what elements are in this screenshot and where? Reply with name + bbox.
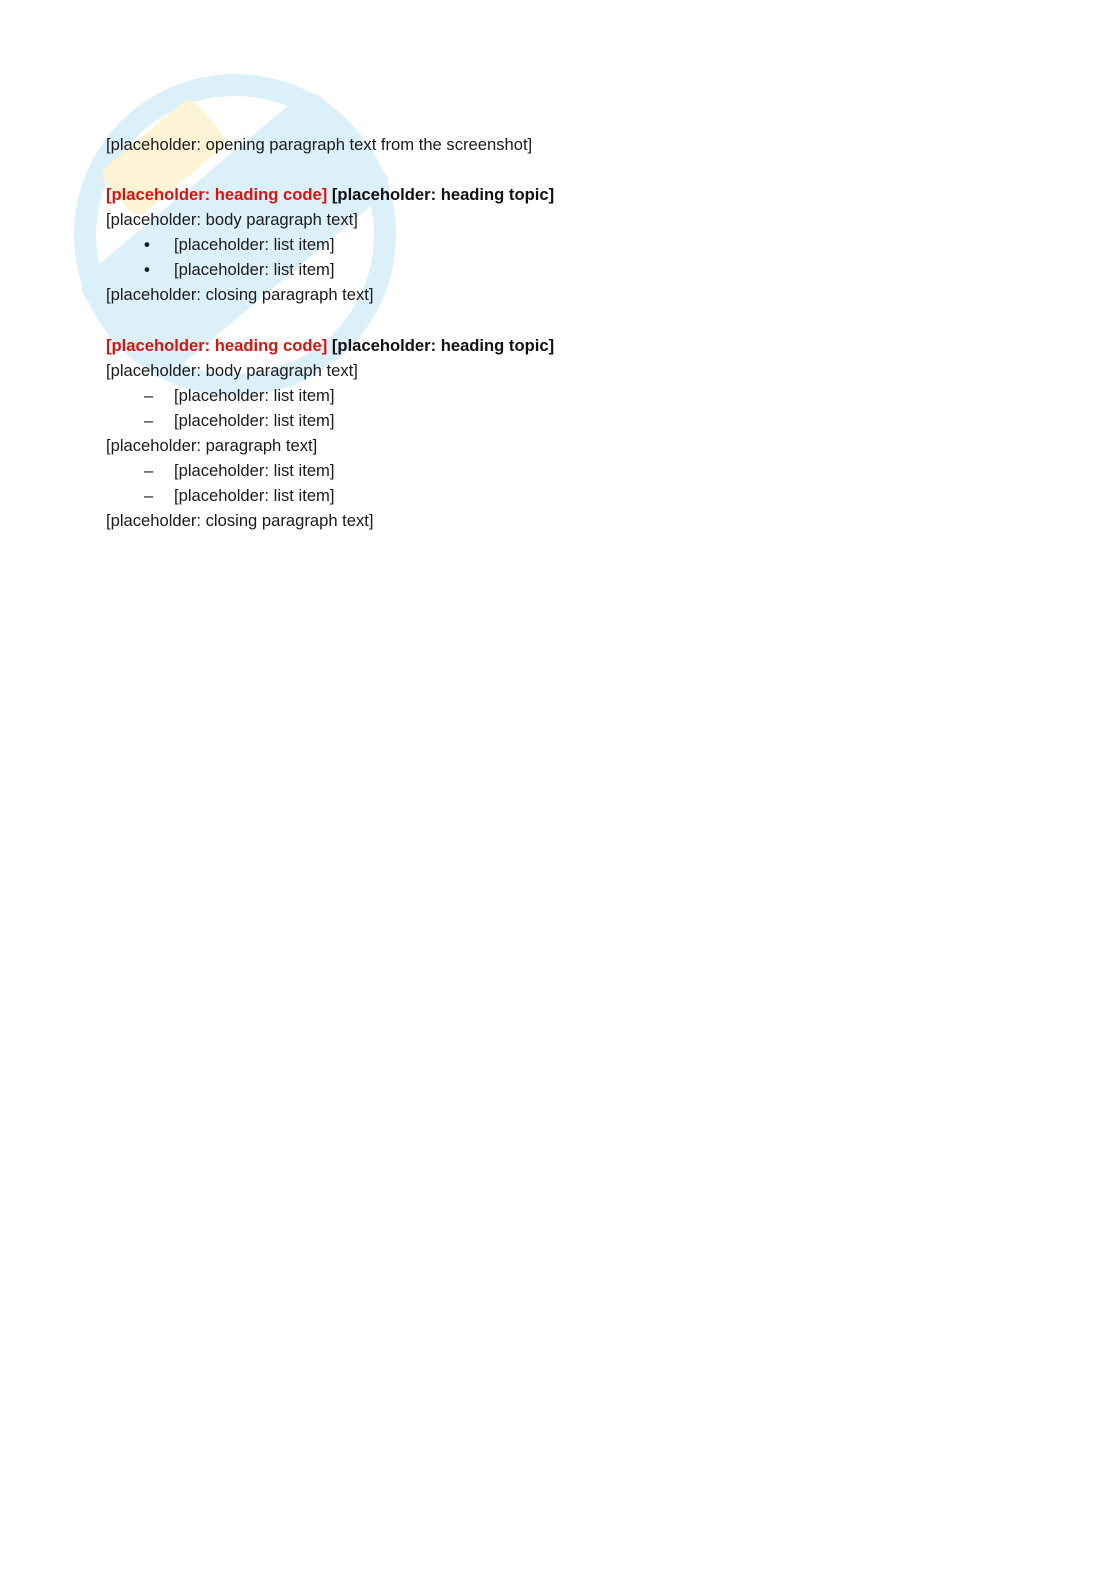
section-paragraph: [placeholder: closing paragraph text] (106, 285, 374, 305)
section-topic: [placeholder: heading topic] (331, 335, 555, 355)
list-item: • [placeholder: list item] (106, 257, 1004, 282)
dash-icon: – (144, 461, 154, 481)
list-item: – [placeholder: list item] (106, 408, 1004, 433)
dash-list (106, 458, 1004, 508)
section-paragraph: [placeholder: paragraph text] (106, 435, 318, 455)
list-item: – [placeholder: list item] (106, 458, 1004, 483)
document-content (106, 132, 1004, 533)
dash-icon: – (144, 486, 154, 506)
section-code: [placeholder: heading code] (106, 185, 328, 205)
bullet-list (106, 232, 1004, 282)
list-item: – [placeholder: list item] (106, 483, 1004, 508)
dash-list (106, 383, 1004, 433)
intro-paragraph: [placeholder: opening paragraph text from the screenshot] (106, 135, 533, 154)
dash-icon: – (144, 385, 154, 405)
section-heading (106, 182, 1004, 207)
bullet-icon: • (144, 235, 150, 255)
list-item: – [placeholder: list item] (106, 383, 1004, 408)
section-body: [placeholder: body paragraph text] (106, 210, 358, 230)
section-topic: [placeholder: heading topic] (331, 185, 555, 205)
dash-icon: – (144, 410, 154, 430)
section-code: [placeholder: heading code] (106, 335, 328, 355)
section-body: [placeholder: body paragraph text] (106, 360, 358, 380)
bullet-icon: • (144, 260, 150, 280)
section-paragraph: [placeholder: closing paragraph text] (106, 511, 374, 531)
list-item: • [placeholder: list item] (106, 232, 1004, 257)
section-heading (106, 333, 1004, 358)
